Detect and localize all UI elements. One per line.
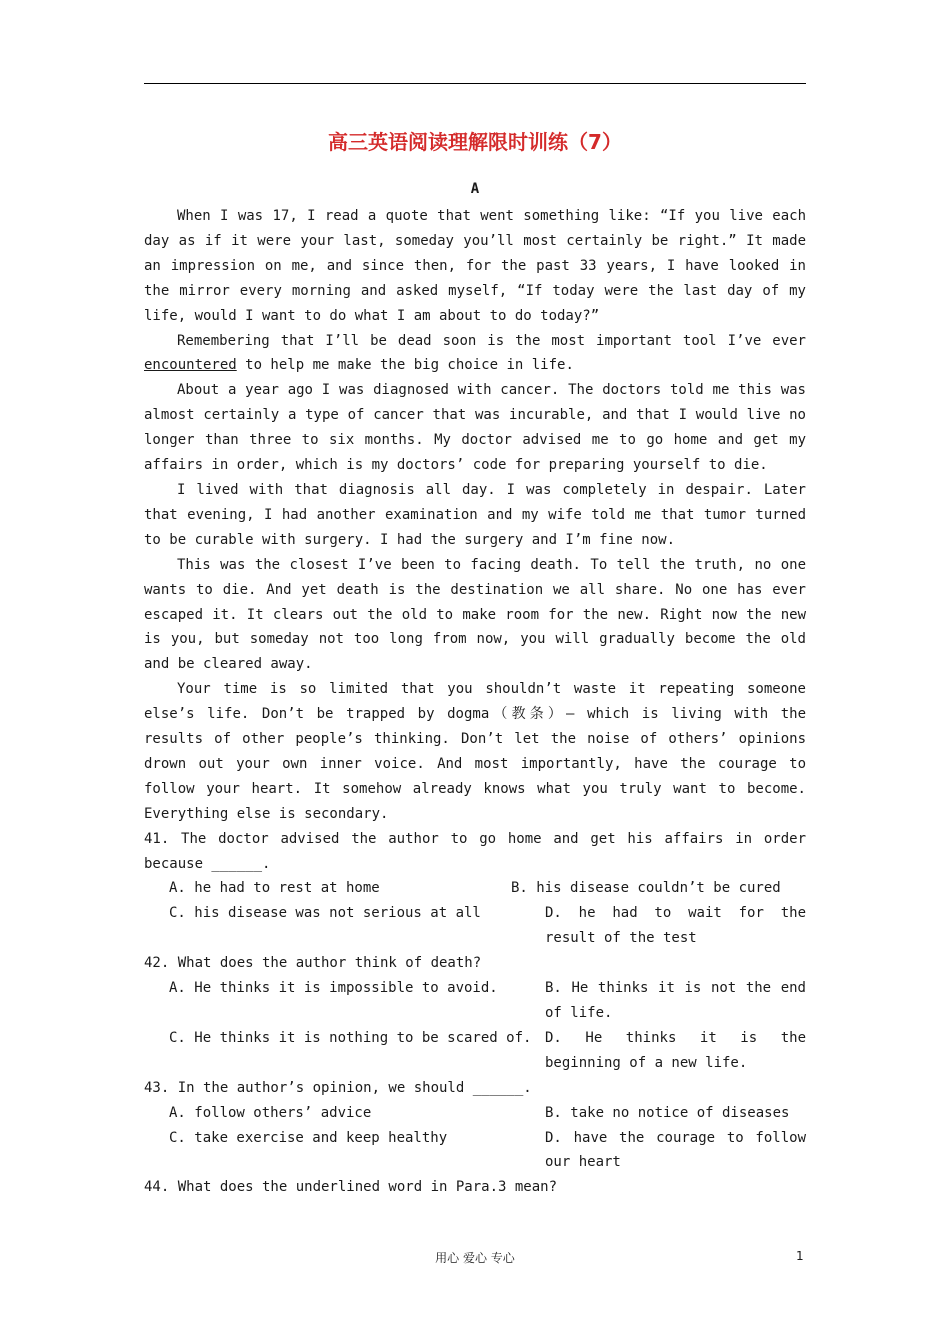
option-42-c: C. He thinks it is nothing to be scared of. [169, 1029, 532, 1046]
section-heading: A [470, 181, 480, 197]
underlined-word: encountered [144, 357, 237, 374]
paragraph-2 [144, 329, 806, 379]
option-42-d: D. He thinks it is the beginning of a new life. [545, 1029, 806, 1071]
question-42-options-cd [144, 1026, 806, 1076]
paragraph-2-text-end: to help me make the big choice in life. [236, 357, 574, 374]
option-41-a: A. he had to rest at home [169, 880, 380, 897]
paragraph-2-text: Remembering that I’ll be dead soon is the most important tool I’ve ever [177, 332, 806, 349]
question-43: 43. In the author’s opinion, we should ______. [144, 1079, 532, 1096]
paragraph-1: When I was 17, I read a quote that went something like: “If you live each day as if it were your last, someday you’ll most certainly be right.” It made an impression on me, and since then, for the past 33 years, I have looked in the mirror every morning and asked myself, “If today were the last day of my life, would I want to do what I am about to do today?” [144, 208, 806, 324]
option-41-c: C. his disease was not serious at all [169, 905, 481, 922]
page-title: 高三英语阅读理解限时训练（7） [328, 130, 622, 154]
option-41-b: B. his disease couldn’t be cured [511, 880, 781, 897]
question-44: 44. What does the underlined word in Para.3 mean? [144, 1179, 558, 1196]
reading-passage [144, 204, 806, 1200]
question-42-options-ab [144, 976, 806, 1026]
question-41: 41. The doctor advised the author to go home and get his affairs in order because ______. [144, 830, 806, 872]
option-43-b: B. take no notice of diseases [545, 1104, 790, 1121]
paragraph-6: Your time is so limited that you shouldn’t waste it repeating someone else’s life. Don’t be trapped by dogma（教条）— which is living with the results of other people’s thinking. Don’t let the noise of others’ opinions drown out your own inner voice. And most importantly, have the courage to follow your heart. It somehow already knows what you truly want to become. Everything else is secondary. [144, 681, 806, 822]
option-43-a: A. follow others’ advice [169, 1104, 372, 1121]
paragraph-3: About a year ago I was diagnosed with cancer. The doctors told me this was almost certainly a type of cancer that was incurable, and that I would live no longer than three to six months. My doctor advised me to go home and get my affairs in order, which is my doctors’ code for preparing yourself to die. [144, 382, 806, 474]
question-41-options-cd [144, 901, 806, 951]
page-number: 1 [796, 1249, 804, 1263]
question-43-options-cd [144, 1126, 806, 1176]
option-43-d: D. have the courage to follow our heart [545, 1129, 806, 1171]
top-rule [144, 83, 806, 84]
option-42-a: A. He thinks it is impossible to avoid. [169, 980, 498, 997]
question-43-options-ab [144, 1101, 806, 1126]
paragraph-4: I lived with that diagnosis all day. I was completely in despair. Later that evening, I had another examination and my wife told me that tumor turned to be curable with surgery. I had the surgery and I’m fine now. [144, 481, 806, 548]
option-42-b: B. He thinks it is not the end of life. [545, 980, 806, 1021]
question-42: 42. What does the author think of death? [144, 955, 482, 972]
footer-text: 用心 爱心 专心 [435, 1251, 515, 1265]
question-41-options-ab [144, 876, 806, 901]
paragraph-5: This was the closest I’ve been to facing death. To tell the truth, no one wants to die. And yet death is the destination we all share. No one has ever escaped it. It clears out the old to make room for the new. Right now the new is you, but someday not too long from now, you will gradually become the old and be cleared away. [144, 556, 806, 673]
option-41-d: D. he had to wait for the result of the test [545, 905, 806, 947]
option-43-c: C. take exercise and keep healthy [169, 1129, 448, 1146]
